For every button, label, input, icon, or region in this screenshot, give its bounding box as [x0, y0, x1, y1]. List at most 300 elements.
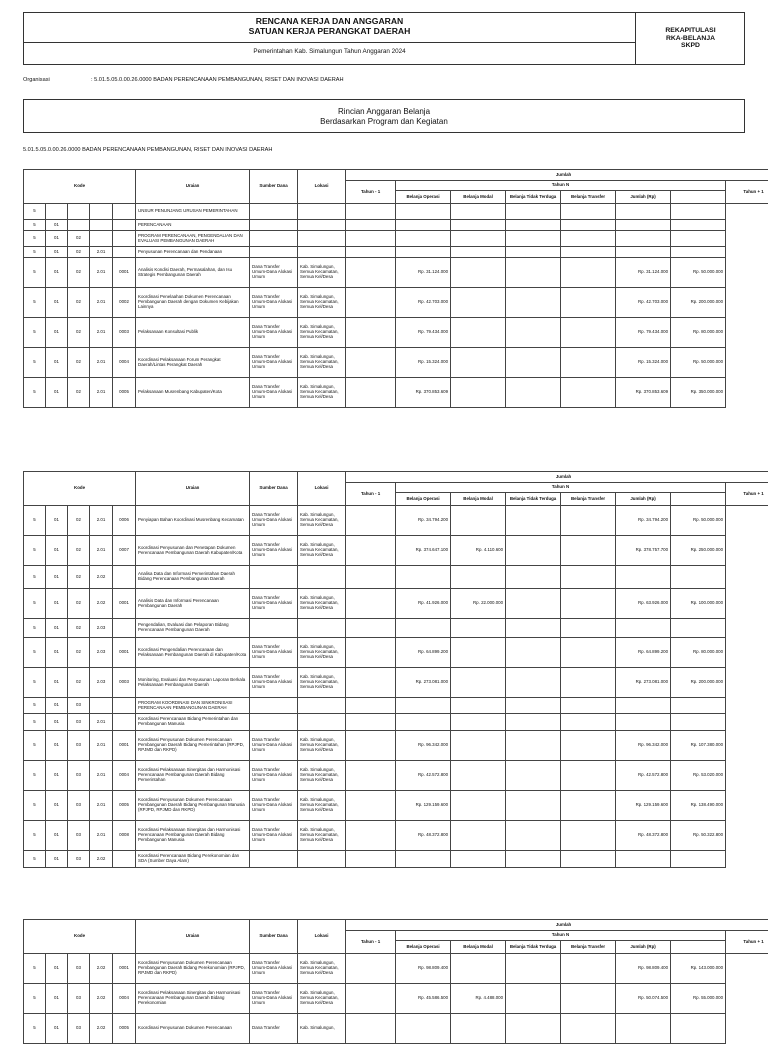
lokasi-cell: Kab. Simalungun, Semua Kecamatan, Semua Kel/Desa: [298, 318, 346, 348]
lokasi-cell: Kab. Simalungun, Semua Kecamatan, Semua Kel/Desa: [298, 984, 346, 1014]
col-jumlah: Jumlah: [346, 920, 768, 931]
kode-2: 01: [46, 668, 68, 698]
kode-4: 2.01: [90, 378, 113, 408]
sumber-dana-cell: [250, 247, 298, 258]
belanja-transfer-cell: [561, 954, 616, 984]
belanja-tidak-terduga-cell: [506, 506, 561, 536]
lokasi-cell: Kab. Simalungun, Semua Kecamatan, Semua Kel/Desa: [298, 731, 346, 761]
belanja-transfer-cell: [561, 378, 616, 408]
col-tahun-plus1: Tahun + 1: [726, 931, 768, 954]
belanja-tidak-terduga-cell: [506, 619, 561, 638]
lokasi-cell: [298, 220, 346, 231]
kode-4: 2.03: [90, 619, 113, 638]
organisasi-label: Organisasi: [23, 77, 50, 83]
kode-2: 01: [46, 348, 68, 378]
belanja-tidak-terduga-cell: [506, 204, 561, 220]
table-row: [24, 288, 768, 318]
kode-2: 01: [46, 821, 68, 851]
document-header: [23, 12, 745, 65]
belanja-modal-cell: [451, 348, 506, 378]
kode-5: 0001: [113, 954, 136, 984]
belanja-operasi-cell: Rp. 48.372.800: [396, 821, 451, 851]
doc-type-line2: RKA-BELANJA: [665, 35, 715, 43]
kode-1: 5: [24, 761, 46, 791]
kode-1: 5: [24, 698, 46, 714]
table-row: [24, 791, 768, 821]
kode-2: 01: [46, 714, 68, 731]
title-line1: RENCANA KERJA DAN ANGGARAN: [24, 17, 635, 27]
uraian-cell: Penyusunan Perencanaan dan Pendanaan: [136, 247, 250, 258]
jumlah-rp-cell: [616, 204, 671, 220]
jumlah-rp-cell: [616, 619, 671, 638]
kode-5: 0003: [113, 318, 136, 348]
kode-5: [113, 619, 136, 638]
belanja-tidak-terduga-cell: [506, 348, 561, 378]
sumber-dana-cell: [250, 698, 298, 714]
col-tahun-plus1: Tahun + 1: [726, 181, 768, 204]
belanja-modal-cell: [451, 638, 506, 668]
lokasi-cell: Kab. Simalungun, Semua Kecamatan, Semua Kel/Desa: [298, 506, 346, 536]
jumlah-rp-cell: [616, 247, 671, 258]
col-tahun-min1: Tahun - 1: [346, 181, 396, 204]
kode-1: 5: [24, 506, 46, 536]
belanja-modal-cell: [451, 247, 506, 258]
kode-2: 01: [46, 378, 68, 408]
uraian-cell: Koordinasi Penyusunan Dokumen Perencanaan Pembangunan Daerah Bidang Perekonomian (RPJPD, RPJMD dan RKPD): [136, 954, 250, 984]
lokasi-cell: [298, 851, 346, 868]
tahun-plus1-cell: [671, 619, 726, 638]
kode-2: 01: [46, 258, 68, 288]
belanja-tidak-terduga-cell: [506, 698, 561, 714]
kode-5: 0008: [113, 821, 136, 851]
belanja-tidak-terduga-cell: [506, 220, 561, 231]
kode-3: 03: [68, 698, 90, 714]
tahun-plus1-cell: [671, 566, 726, 589]
rincian-line2: Berdasarkan Program dan Kegiatan: [24, 117, 744, 127]
kode-2: 01: [46, 984, 68, 1014]
kode-1: 5: [24, 851, 46, 868]
lokasi-cell: [298, 698, 346, 714]
belanja-transfer-cell: [561, 714, 616, 731]
header-divider: [24, 42, 635, 43]
tahun-min1-cell: [346, 761, 396, 791]
table-row: [24, 668, 768, 698]
lokasi-cell: Kab. Simalungun, Semua Kecamatan, Semua Kel/Desa: [298, 589, 346, 619]
kode-1: 5: [24, 984, 46, 1014]
table-row: [24, 984, 768, 1014]
lokasi-cell: [298, 619, 346, 638]
header-title-cell: [24, 13, 636, 64]
col-belanja-operasi: Belanja Operasi: [396, 941, 451, 954]
col-kode: Kode: [24, 920, 136, 954]
kode-4: 2.03: [90, 668, 113, 698]
kode-1: 5: [24, 247, 46, 258]
belanja-tidak-terduga-cell: [506, 258, 561, 288]
sumber-dana-cell: [250, 714, 298, 731]
tahun-min1-cell: [346, 714, 396, 731]
tahun-plus1-cell: Rp. 350.000.000: [671, 378, 726, 408]
belanja-transfer-cell: [561, 619, 616, 638]
belanja-modal-cell: [451, 378, 506, 408]
kode-4: 2.01: [90, 761, 113, 791]
uraian-cell: Pelaksanaan Konsultasi Publik: [136, 318, 250, 348]
uraian-cell: Penyiapan Bahan Koordinasi Musrenbang Kecamatan: [136, 506, 250, 536]
kode-2: 01: [46, 1014, 68, 1044]
kode-1: 5: [24, 731, 46, 761]
belanja-modal-cell: [451, 668, 506, 698]
kode-1: 5: [24, 1014, 46, 1044]
jumlah-rp-cell: Rp. 129.159.600: [616, 791, 671, 821]
sumber-dana-cell: Dana Transfer Umum-Dana Alokasi Umum: [250, 348, 298, 378]
uraian-cell: Koordinasi Pelaksanaan Forum Perangkat Daerah/Lintas Perangkat Daerah: [136, 348, 250, 378]
header-title: [24, 17, 635, 36]
kode-5: [113, 698, 136, 714]
table-row: [24, 258, 768, 288]
belanja-modal-cell: [451, 288, 506, 318]
uraian-cell: Koordinasi Penyusunan Dokumen Perencanaan Pembangunan Daerah Bidang Pembangunan Manusia (RPJPD, RPJMD dan RKPD): [136, 791, 250, 821]
uraian-cell: Analisis Kondisi Daerah, Permasalahan, dan Isu Strategis Pembangunan Daerah: [136, 258, 250, 288]
belanja-transfer-cell: [561, 536, 616, 566]
belanja-modal-cell: [451, 698, 506, 714]
table-row: [24, 589, 768, 619]
uraian-cell: Koordinasi Pengendalian Perencanaan dan Pelaksanaan Pembangunan Daerah di Kabupaten/Kota: [136, 638, 250, 668]
belanja-transfer-cell: [561, 566, 616, 589]
kode-2: 01: [46, 619, 68, 638]
kode-5: 0005: [113, 1014, 136, 1044]
kode-2: 01: [46, 589, 68, 619]
tahun-min1-cell: [346, 698, 396, 714]
kode-5: [113, 231, 136, 247]
table-row: [24, 566, 768, 589]
belanja-tidak-terduga-cell: [506, 791, 561, 821]
kode-5: [113, 204, 136, 220]
tahun-plus1-cell: [671, 220, 726, 231]
col-jumlah-rp: Jumlah (Rp): [616, 941, 671, 954]
kode-4: 2.02: [90, 851, 113, 868]
belanja-operasi-cell: [396, 851, 451, 868]
belanja-operasi-cell: Rp. 79.434.000: [396, 318, 451, 348]
col-belanja-tidak-terduga: Belanja Tidak Terduga: [506, 493, 561, 506]
tahun-min1-cell: [346, 589, 396, 619]
kode-1: 5: [24, 668, 46, 698]
col-belanja-operasi: Belanja Operasi: [396, 493, 451, 506]
doc-type-line1: REKAPITULASI: [665, 27, 715, 35]
belanja-operasi-cell: Rp. 96.342.000: [396, 731, 451, 761]
kode-1: 5: [24, 566, 46, 589]
uraian-cell: Analisa Data dan Informasi Pemerintahan Daerah Bidang Perencanaan Pembangunan Daerah: [136, 566, 250, 589]
kode-1: 5: [24, 348, 46, 378]
col-sumber-dana: Sumber Dana: [250, 170, 298, 204]
kode-3: 02: [68, 258, 90, 288]
tahun-plus1-cell: Rp. 143.000.000: [671, 954, 726, 984]
belanja-tidak-terduga-cell: [506, 821, 561, 851]
tahun-min1-cell: [346, 258, 396, 288]
table-row: [24, 761, 768, 791]
kode-2: 01: [46, 954, 68, 984]
lokasi-cell: Kab. Simalungun, Semua Kecamatan, Semua Kel/Desa: [298, 348, 346, 378]
sumber-dana-cell: Dana Transfer Umum-Dana Alokasi Umum: [250, 638, 298, 668]
budget-table: [23, 919, 768, 1044]
belanja-modal-cell: [451, 258, 506, 288]
col-tahun-n: Tahun N: [396, 931, 726, 941]
kode-3: 02: [68, 288, 90, 318]
belanja-operasi-cell: Rp. 273.081.000: [396, 668, 451, 698]
kode-4: [90, 204, 113, 220]
tahun-plus1-cell: [671, 231, 726, 247]
kode-5: 0001: [113, 731, 136, 761]
belanja-operasi-cell: Rp. 98.809.400: [396, 954, 451, 984]
kode-5: [113, 247, 136, 258]
kode-3: 03: [68, 761, 90, 791]
tahun-min1-cell: [346, 318, 396, 348]
tahun-plus1-cell: Rp. 55.000.000: [671, 984, 726, 1014]
kode-5: 0002: [113, 288, 136, 318]
sumber-dana-cell: Dana Transfer Umum-Dana Alokasi Umum: [250, 318, 298, 348]
jumlah-rp-cell: [616, 698, 671, 714]
kode-5: 0004: [113, 984, 136, 1014]
kode-2: 01: [46, 761, 68, 791]
jumlah-rp-cell: [616, 1014, 671, 1044]
belanja-tidak-terduga-cell: [506, 247, 561, 258]
belanja-operasi-cell: [396, 619, 451, 638]
tahun-min1-cell: [346, 791, 396, 821]
kode-1: 5: [24, 258, 46, 288]
sumber-dana-cell: Dana Transfer Umum-Dana Alokasi Umum: [250, 258, 298, 288]
belanja-modal-cell: [451, 1014, 506, 1044]
tahun-plus1-cell: [671, 714, 726, 731]
belanja-transfer-cell: [561, 821, 616, 851]
lokasi-cell: Kab. Simalungun, Semua Kecamatan, Semua Kel/Desa: [298, 288, 346, 318]
kode-4: 2.01: [90, 247, 113, 258]
tahun-min1-cell: [346, 378, 396, 408]
jumlah-rp-cell: Rp. 370.853.609: [616, 378, 671, 408]
belanja-modal-cell: [451, 851, 506, 868]
belanja-tidak-terduga-cell: [506, 566, 561, 589]
kode-4: 2.01: [90, 318, 113, 348]
belanja-tidak-terduga-cell: [506, 1014, 561, 1044]
belanja-operasi-cell: Rp. 64.899.200: [396, 638, 451, 668]
tahun-plus1-cell: Rp. 50.000.000: [671, 348, 726, 378]
sumber-dana-cell: Dana Transfer Umum-Dana Alokasi Umum: [250, 731, 298, 761]
belanja-transfer-cell: [561, 318, 616, 348]
kode-5: 0004: [113, 348, 136, 378]
jumlah-rp-cell: [616, 566, 671, 589]
sumber-dana-cell: Dana Transfer Umum-Dana Alokasi Umum: [250, 506, 298, 536]
sumber-dana-cell: [250, 204, 298, 220]
belanja-transfer-cell: [561, 791, 616, 821]
belanja-operasi-cell: Rp. 370.853.609: [396, 378, 451, 408]
table-row: [24, 731, 768, 761]
col-lokasi: Lokasi: [298, 920, 346, 954]
header-subtitle: Pemerintahan Kab. Simalungun Tahun Anggaran 2024: [24, 48, 635, 55]
uraian-cell: UNSUR PENUNJANG URUSAN PEMERINTAHAN: [136, 204, 250, 220]
col-uraian: Uraian: [136, 170, 250, 204]
jumlah-rp-cell: Rp. 50.074.500: [616, 984, 671, 1014]
tahun-plus1-cell: Rp. 80.000.000: [671, 318, 726, 348]
belanja-operasi-cell: Rp. 15.324.000: [396, 348, 451, 378]
jumlah-rp-cell: Rp. 378.757.700: [616, 536, 671, 566]
belanja-modal-cell: [451, 318, 506, 348]
lokasi-cell: Kab. Simalungun, Semua Kecamatan, Semua Kel/Desa: [298, 668, 346, 698]
belanja-transfer-cell: [561, 698, 616, 714]
table-row: [24, 851, 768, 868]
table-row: [24, 204, 768, 220]
belanja-operasi-cell: Rp. 31.124.000: [396, 258, 451, 288]
belanja-modal-cell: Rp. 22.000.000: [451, 589, 506, 619]
jumlah-rp-cell: Rp. 273.081.000: [616, 668, 671, 698]
belanja-modal-cell: [451, 506, 506, 536]
kode-3: 02: [68, 378, 90, 408]
tahun-min1-cell: [346, 954, 396, 984]
belanja-modal-cell: [451, 954, 506, 984]
belanja-operasi-cell: Rp. 34.794.200: [396, 506, 451, 536]
kode-5: [113, 714, 136, 731]
kode-4: 2.01: [90, 821, 113, 851]
table-row: [24, 821, 768, 851]
col-lokasi: Lokasi: [298, 170, 346, 204]
sumber-dana-cell: [250, 566, 298, 589]
kode-5: 0006: [113, 506, 136, 536]
belanja-transfer-cell: [561, 288, 616, 318]
uraian-cell: Pengendalian, Evaluasi dan Pelaporan Bidang Perencanaan Pembangunan Daerah: [136, 619, 250, 638]
col-belanja-transfer: Belanja Transfer: [561, 493, 616, 506]
kode-3: 02: [68, 247, 90, 258]
tahun-min1-cell: [346, 619, 396, 638]
col-belanja-modal: Belanja Modal: [451, 191, 506, 204]
kode-3: 02: [68, 566, 90, 589]
tahun-plus1-cell: [671, 247, 726, 258]
tahun-plus1-cell: Rp. 138.490.000: [671, 791, 726, 821]
jumlah-rp-cell: Rp. 64.899.200: [616, 638, 671, 668]
belanja-modal-cell: [451, 821, 506, 851]
tahun-plus1-cell: Rp. 50.000.000: [671, 258, 726, 288]
jumlah-rp-cell: Rp. 31.124.000: [616, 258, 671, 288]
tahun-plus1-cell: Rp. 200.000.000: [671, 288, 726, 318]
table-row: [24, 536, 768, 566]
rincian-line1: Rincian Anggaran Belanja: [24, 107, 744, 117]
col-belanja-modal: Belanja Modal: [451, 493, 506, 506]
kode-4: 2.01: [90, 288, 113, 318]
belanja-operasi-cell: Rp. 129.159.600: [396, 791, 451, 821]
belanja-operasi-cell: [396, 1014, 451, 1044]
kode-1: 5: [24, 378, 46, 408]
unit-line: 5.01.5.05.0.00.26.0000 BADAN PERENCANAAN PEMBANGUNAN, RISET DAN INOVASI DAERAH: [23, 147, 272, 153]
kode-1: 5: [24, 954, 46, 984]
belanja-operasi-cell: Rp. 45.586.500: [396, 984, 451, 1014]
belanja-operasi-cell: Rp. 41.926.000: [396, 589, 451, 619]
kode-5: 0005: [113, 378, 136, 408]
belanja-modal-cell: [451, 204, 506, 220]
tahun-plus1-cell: Rp. 107.380.000: [671, 731, 726, 761]
kode-2: 01: [46, 731, 68, 761]
kode-1: 5: [24, 714, 46, 731]
tahun-min1-cell: [346, 638, 396, 668]
col-belanja-transfer: Belanja Transfer: [561, 941, 616, 954]
kode-3: [68, 220, 90, 231]
belanja-tidak-terduga-cell: [506, 984, 561, 1014]
col-kode: Kode: [24, 472, 136, 506]
belanja-tidak-terduga-cell: [506, 536, 561, 566]
kode-1: 5: [24, 288, 46, 318]
kode-2: 01: [46, 506, 68, 536]
tahun-min1-cell: [346, 851, 396, 868]
uraian-cell: Koordinasi Perencanaan Bidang Pemerintahan dan Pembangunan Manusia: [136, 714, 250, 731]
kode-4: [90, 698, 113, 714]
jumlah-rp-cell: Rp. 42.572.800: [616, 761, 671, 791]
belanja-tidak-terduga-cell: [506, 668, 561, 698]
sumber-dana-cell: [250, 619, 298, 638]
table-row: [24, 714, 768, 731]
kode-5: [113, 220, 136, 231]
uraian-cell: Koordinasi Penyusunan dan Penetapan Dokumen Perencanaan Pembangunan Daerah Kabupaten/Kota: [136, 536, 250, 566]
uraian-cell: PERENCANAAN: [136, 220, 250, 231]
kode-4: 2.03: [90, 638, 113, 668]
kode-3: 02: [68, 318, 90, 348]
sumber-dana-cell: Dana Transfer Umum-Dana Alokasi Umum: [250, 288, 298, 318]
lokasi-cell: [298, 231, 346, 247]
table-row: [24, 698, 768, 714]
organisasi-value: : 5.01.5.05.0.00.26.0000 BADAN PERENCANAAN PEMBANGUNAN, RISET DAN INOVASI DAERAH: [91, 77, 344, 83]
belanja-transfer-cell: [561, 984, 616, 1014]
kode-5: 0001: [113, 589, 136, 619]
col-kode: Kode: [24, 170, 136, 204]
lokasi-cell: Kab. Simalungun, Semua Kecamatan, Semua Kel/Desa: [298, 954, 346, 984]
tahun-plus1-cell: Rp. 250.000.000: [671, 536, 726, 566]
belanja-transfer-cell: [561, 638, 616, 668]
kode-2: 01: [46, 698, 68, 714]
kode-5: 0005: [113, 791, 136, 821]
uraian-cell: Koordinasi Pelaksanaan Sinergitas dan Harmonisasi Perencanaan Pembangunan Daerah Bidang Pemerintahan: [136, 761, 250, 791]
tahun-min1-cell: [346, 204, 396, 220]
tahun-plus1-cell: Rp. 53.020.000: [671, 761, 726, 791]
kode-3: 03: [68, 731, 90, 761]
belanja-tidak-terduga-cell: [506, 318, 561, 348]
tahun-min1-cell: [346, 984, 396, 1014]
belanja-transfer-cell: [561, 851, 616, 868]
uraian-cell: PROGRAM PERENCANAAN, PENGENDALIAN DAN EVALUASI PEMBANGUNAN DAERAH: [136, 231, 250, 247]
col-sumber-dana: Sumber Dana: [250, 920, 298, 954]
col-jumlah-rp: Jumlah (Rp): [616, 191, 671, 204]
kode-3: 03: [68, 984, 90, 1014]
sumber-dana-cell: Dana Transfer Umum-Dana Alokasi Umum: [250, 378, 298, 408]
table-row: [24, 1014, 768, 1044]
tahun-min1-cell: [346, 566, 396, 589]
kode-1: 5: [24, 619, 46, 638]
kode-1: 5: [24, 821, 46, 851]
belanja-modal-cell: [451, 220, 506, 231]
table-row: [24, 954, 768, 984]
belanja-modal-cell: [451, 761, 506, 791]
belanja-operasi-cell: Rp. 42.703.000: [396, 288, 451, 318]
belanja-modal-cell: [451, 714, 506, 731]
tahun-plus1-cell: Rp. 50.000.000: [671, 506, 726, 536]
jumlah-rp-cell: Rp. 98.809.400: [616, 954, 671, 984]
jumlah-rp-cell: [616, 714, 671, 731]
belanja-operasi-cell: Rp. 374.647.100: [396, 536, 451, 566]
kode-5: 0001: [113, 258, 136, 288]
col-tahun-n: Tahun N: [396, 181, 726, 191]
tahun-plus1-cell: Rp. 50.322.800: [671, 821, 726, 851]
jumlah-rp-cell: Rp. 79.434.000: [616, 318, 671, 348]
belanja-tidak-terduga-cell: [506, 589, 561, 619]
tahun-plus1-cell: Rp. 100.000.000: [671, 589, 726, 619]
belanja-transfer-cell: [561, 506, 616, 536]
kode-4: 2.01: [90, 348, 113, 378]
tahun-min1-cell: [346, 220, 396, 231]
doc-type-cell: [635, 13, 746, 64]
uraian-cell: Analisis Data dan Informasi Perencanaan Pembangunan Daerah: [136, 589, 250, 619]
jumlah-rp-cell: [616, 851, 671, 868]
